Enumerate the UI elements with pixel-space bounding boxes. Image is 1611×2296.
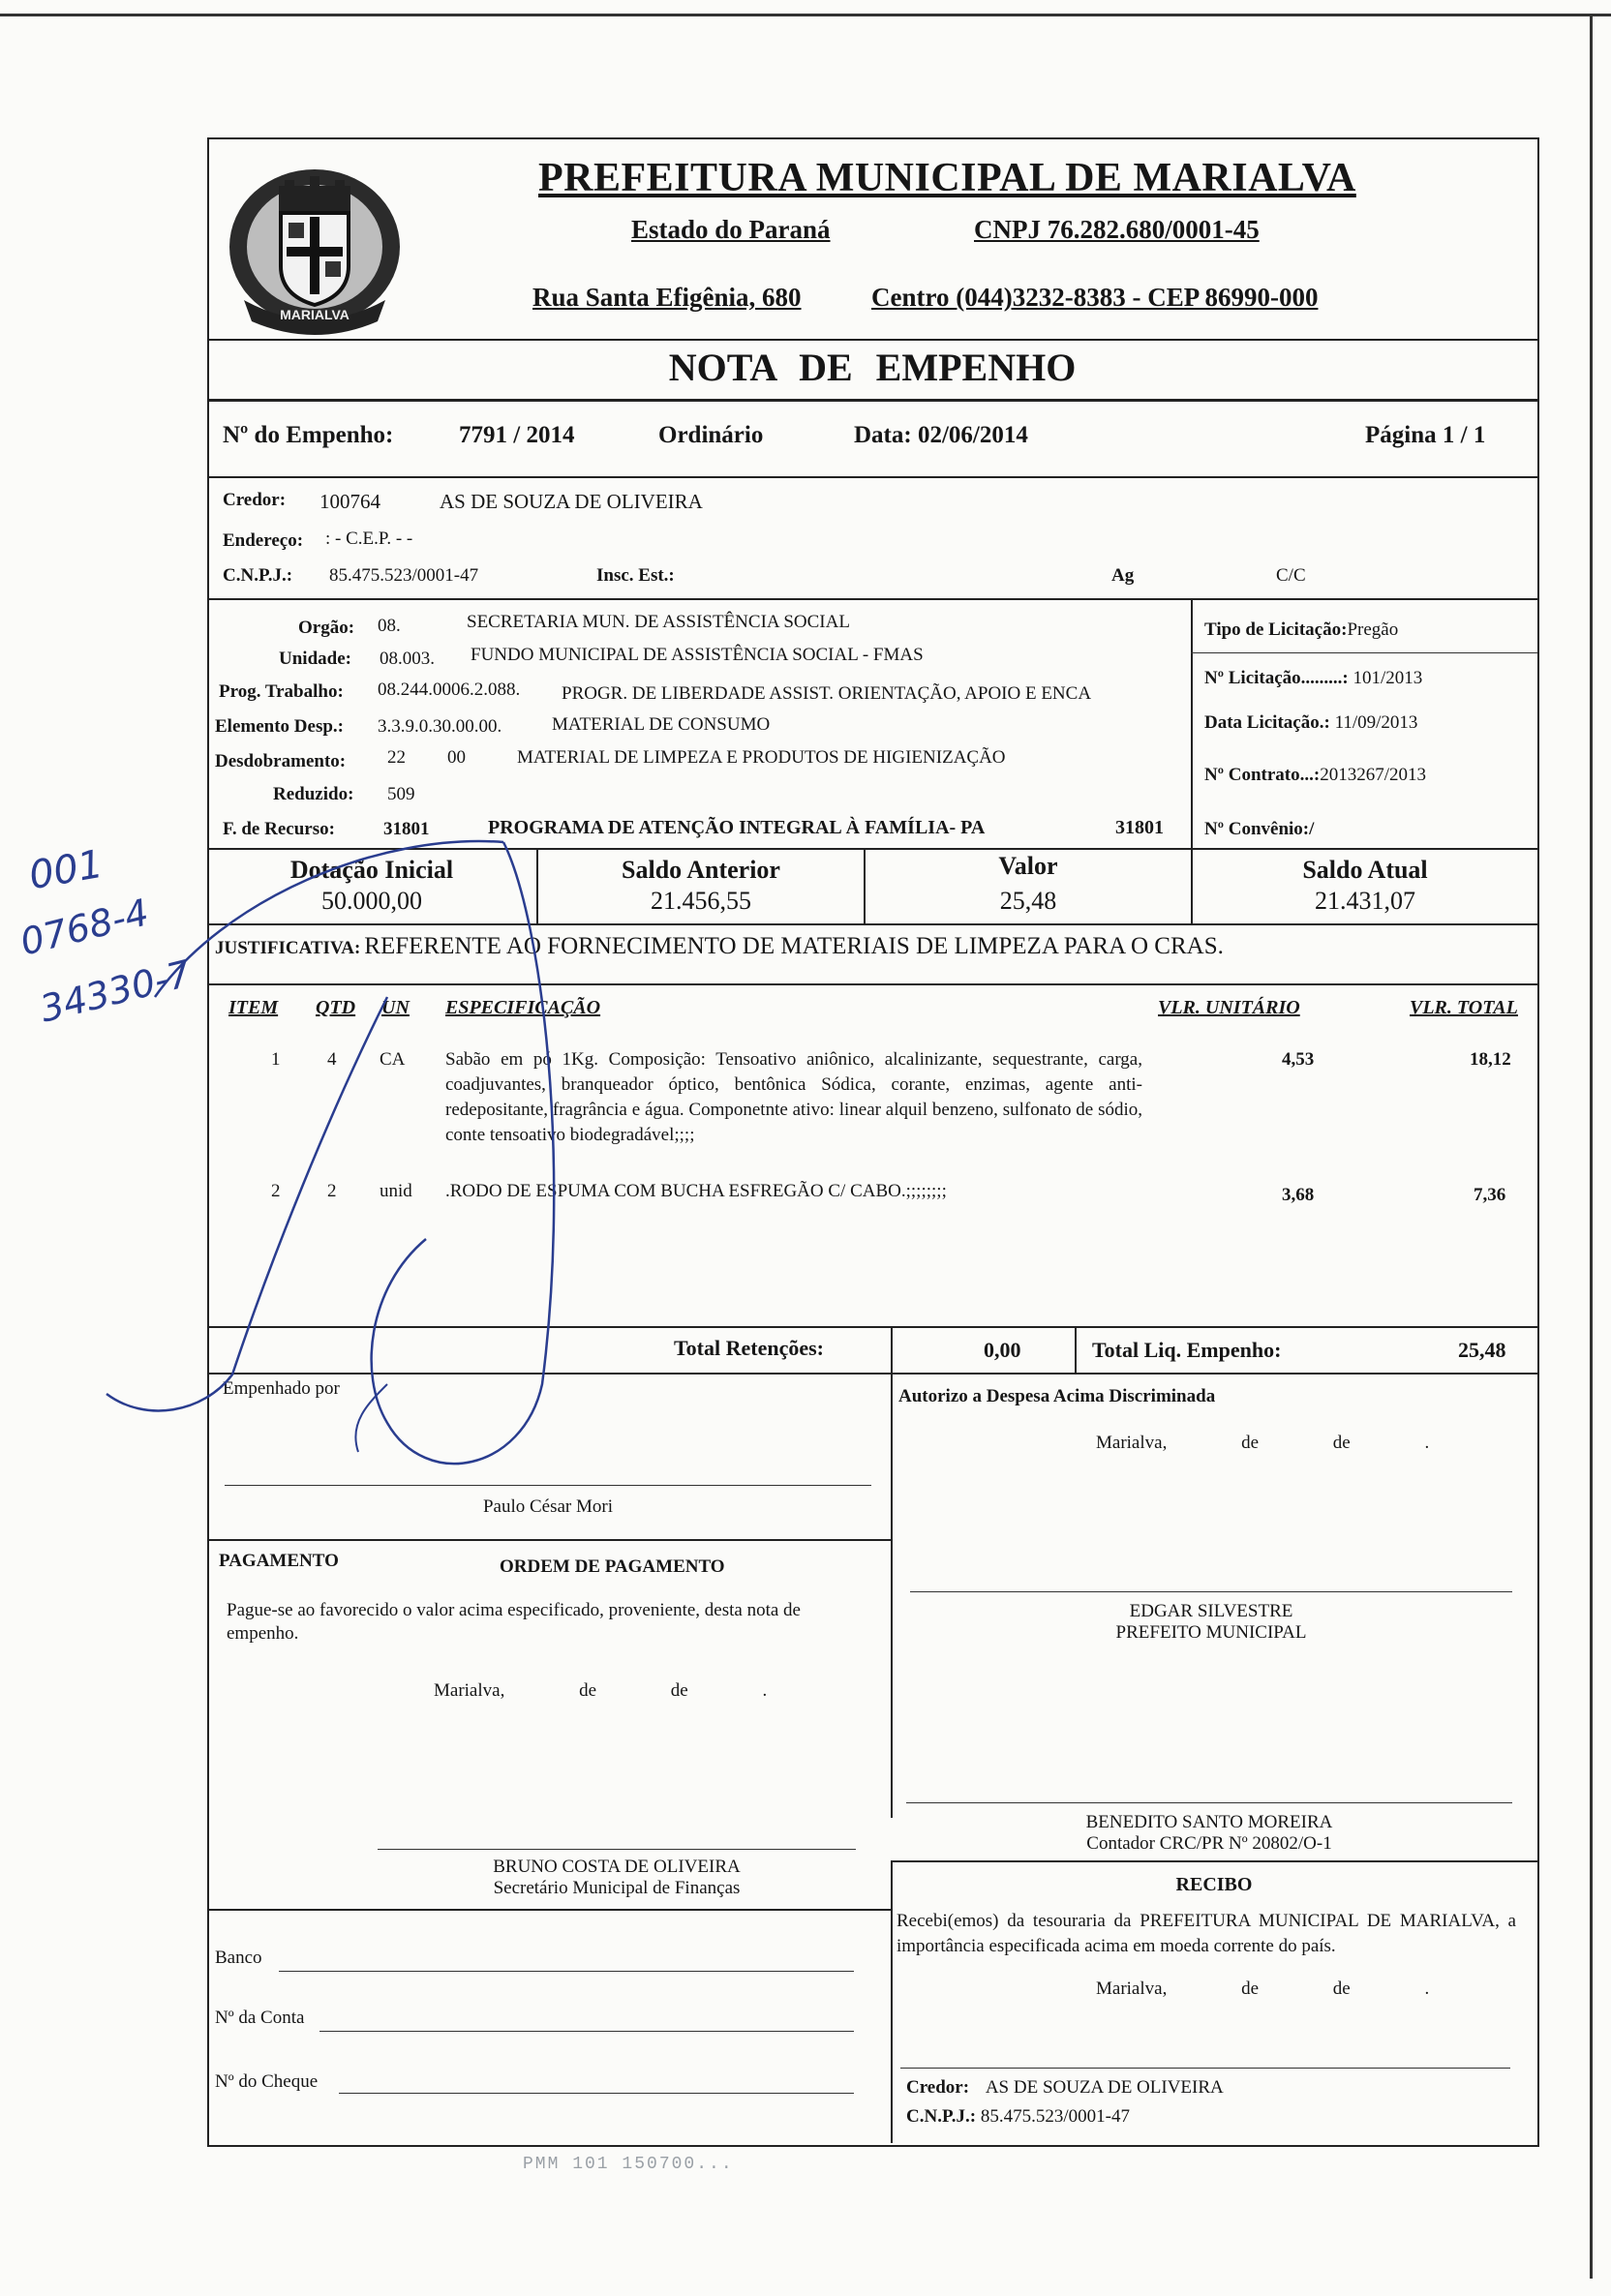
liquido-label: Total Liq. Empenho: [1092, 1338, 1282, 1362]
reduzido-value: 509 [387, 784, 415, 804]
page-title: PREFEITURA MUNICIPAL DE MARIALVA [538, 156, 1356, 200]
recibo-cnpj-label: C.N.P.J.: [906, 2106, 977, 2127]
numero-convenio: Nº Convênio:/ [1204, 819, 1315, 839]
header-address: Rua Santa Efigênia, 680 [532, 283, 802, 312]
items-header-vlr-total: VLR. TOTAL [1410, 997, 1518, 1018]
elemento-code: 3.3.9.0.30.00.00. [378, 716, 502, 737]
cnpj-label: C.N.P.J.: [223, 565, 293, 586]
svg-text:MARIALVA: MARIALVA [280, 307, 350, 322]
numero-licitacao-label: Nº Licitação.........: [1204, 668, 1349, 688]
item-2-vlr-total: 7,36 [1474, 1185, 1506, 1205]
pen-stroke-diagonal [106, 997, 387, 1410]
justificativa-label: JUSTIFICATIVA: [215, 938, 361, 958]
item-2-vlr-unit: 3,68 [1282, 1185, 1315, 1205]
numero-contrato-label: Nº Contrato...: [1204, 765, 1321, 785]
empenho-label: Nº do Empenho: [223, 422, 394, 448]
empenho-number: 7791 / 2014 [459, 422, 575, 448]
justificativa-text: REFERENTE AO FORNECIMENTO DE MATERIAIS DE LIMPEZA PARA O CRAS. [364, 933, 1224, 959]
item-1-especificacao: Sabão em pó 1Kg. Composição: Tensoativo aniônico, alcalinizante, sequestrante, carga, coadjuvantes, branqueador óptico, bentônica Sódica, corante, enzimas, agente anti-redepositante, fragrância e água. Componetnte ativo: linear alquil benzeno, sulfonato de sódio, conte tensoativo biodegradável;;;; [445, 1049, 1142, 1145]
item-2-number: 2 [271, 1181, 281, 1201]
tipo-licitacao-value: Pregão [1347, 619, 1399, 640]
page-number: Página 1 / 1 [1365, 422, 1486, 448]
elemento-name: MATERIAL DE CONSUMO [552, 714, 771, 735]
items-header-item: ITEM [228, 997, 279, 1018]
valor-label: Valor [998, 852, 1058, 880]
retencoes-label: Total Retenções: [674, 1336, 824, 1360]
empenhado-nome: Paulo César Mori [482, 1496, 614, 1517]
unidade-name: FUNDO MUNICIPAL DE ASSISTÊNCIA SOCIAL - FMAS [471, 645, 924, 665]
recibo-credor-label: Credor: [906, 2077, 970, 2098]
recurso-code: 31801 [383, 819, 430, 839]
desdobramento-label: Desdobramento: [215, 751, 347, 771]
state-name: Estado do Paraná [631, 215, 831, 244]
unidade-label: Unidade: [279, 649, 351, 669]
contador-nome: BENEDITO SANTO MOREIRA [1085, 1812, 1333, 1832]
credor-name: AS DE SOUZA DE OLIVEIRA [440, 490, 703, 513]
ordem-pagamento-label: ORDEM DE PAGAMENTO [500, 1556, 725, 1577]
prog-trabalho-label: Prog. Trabalho: [219, 681, 344, 702]
data-licitacao-label: Data Licitação.: [1204, 712, 1330, 733]
saldo-anterior-value: 21.456,55 [651, 887, 751, 915]
cnpj-value: 85.475.523/0001-47 [329, 565, 479, 586]
valor-value: 25,48 [999, 887, 1057, 915]
item-1-number: 1 [271, 1049, 281, 1070]
agencia-label: Ag [1111, 565, 1135, 586]
secretario-nome: BRUNO COSTA DE OLIVEIRA [493, 1857, 741, 1877]
handwritten-note-1: 001 [25, 841, 106, 899]
autorizo-local-data: Marialva, de de . [1096, 1433, 1430, 1453]
orgao-name: SECRETARIA MUN. DE ASSISTÊNCIA SOCIAL [467, 612, 850, 632]
dotacao-label: Dotação Inicial [289, 856, 454, 884]
desdobramento-code-2: 00 [447, 747, 466, 768]
document-type-title: NOTA DE EMPENHO [668, 346, 1077, 389]
autorizo-label: Autorizo a Despesa Acima Discriminada [898, 1386, 1216, 1406]
banco-label: Banco [215, 1948, 262, 1968]
empenhado-por-label: Empenhado por [223, 1378, 340, 1399]
pen-stroke-tail [355, 1384, 387, 1452]
data-licitacao-value: 11/09/2013 [1334, 712, 1418, 733]
tipo-licitacao-label: Tipo de Licitação: [1204, 619, 1348, 640]
recibo-cnpj-value: 85.475.523/0001-47 [980, 2106, 1130, 2127]
item-2-qtd: 2 [327, 1181, 337, 1201]
dotacao-value: 50.000,00 [321, 887, 422, 915]
item-1-qtd: 4 [327, 1049, 337, 1070]
pagamento-label: PAGAMENTO [219, 1551, 339, 1571]
ordem-pagamento-texto: Pague-se ao favorecido o valor acima especificado, proveniente, desta nota de empenho. [227, 1600, 801, 1644]
contador-cargo: Contador CRC/PR Nº 20802/O-1 [1086, 1833, 1332, 1854]
credor-code: 100764 [319, 490, 380, 513]
saldo-atual-label: Saldo Atual [1302, 856, 1428, 884]
item-1-un: CA [380, 1049, 406, 1070]
elemento-label: Elemento Desp.: [215, 716, 344, 737]
unidade-code: 08.003. [380, 649, 435, 669]
recurso-label: F. de Recurso: [223, 819, 335, 839]
desdobramento-code-1: 22 [387, 747, 406, 768]
item-1-vlr-unit: 4,53 [1282, 1049, 1315, 1070]
pen-stroke-upper [155, 841, 503, 997]
bottom-stamp: PMM 101 150700... [523, 2155, 734, 2174]
handwritten-note-2: 0768-4 [15, 891, 153, 964]
recibo-local-data: Marialva, de de . [1096, 1979, 1430, 1999]
prefeito-nome: EDGAR SILVESTRE [1129, 1601, 1293, 1621]
pagamento-local-data: Marialva, de de . [434, 1680, 768, 1701]
pen-stroke-loop [372, 842, 555, 1464]
item-2-un: unid [380, 1181, 412, 1201]
saldo-atual-value: 21.431,07 [1315, 887, 1415, 915]
numero-contrato-value: 2013267/2013 [1320, 765, 1426, 785]
retencoes-value: 0,00 [984, 1338, 1021, 1362]
saldo-anterior-label: Saldo Anterior [622, 856, 780, 884]
empenho-date: Data: 02/06/2014 [854, 422, 1028, 448]
handwritten-note-3: 34330-7 [36, 952, 196, 1031]
empenho-type: Ordinário [658, 422, 764, 448]
items-header-vlr-unit: VLR. UNITÁRIO [1158, 997, 1300, 1018]
item-1-vlr-total: 18,12 [1470, 1049, 1511, 1070]
recurso-name: PROGRAMA DE ATENÇÃO INTEGRAL À FAMÍLIA- PA [488, 817, 986, 838]
desdobramento-name: MATERIAL DE LIMPEZA E PRODUTOS DE HIGIENIZAÇÃO [517, 747, 1006, 768]
prog-trabalho-code: 08.244.0006.2.088. [378, 680, 521, 700]
insc-est-label: Insc. Est.: [596, 565, 675, 586]
items-header-qtd: QTD [316, 997, 356, 1018]
items-header-espec: ESPECIFICAÇÃO [445, 997, 601, 1018]
items-header-un: UN [381, 997, 410, 1018]
endereco-value: : - C.E.P. - - [325, 529, 413, 549]
header-cnpj: CNPJ 76.282.680/0001-45 [974, 215, 1260, 244]
conta-label: Nº da Conta [215, 2008, 305, 2028]
secretario-cargo: Secretário Municipal de Finanças [493, 1878, 741, 1898]
cheque-label: Nº do Cheque [215, 2071, 319, 2092]
recibo-label: RECIBO [1175, 1874, 1253, 1895]
recibo-texto: Recebi(emos) da tesouraria da PREFEITURA MUNICIPAL DE MARIALVA, a importância especificada acima em moeda corrente do país. [897, 1911, 1516, 1956]
credor-label: Credor: [223, 490, 287, 510]
liquido-value: 25,48 [1458, 1338, 1506, 1362]
prog-trabalho-name: PROGR. DE LIBERDADE ASSIST. ORIENTAÇÃO, APOIO E ENCA [562, 683, 1092, 704]
header-contact: Centro (044)3232-8383 - CEP 86990-000 [871, 283, 1319, 312]
recibo-credor-nome: AS DE SOUZA DE OLIVEIRA [985, 2077, 1224, 2098]
prefeito-cargo: PREFEITO MUNICIPAL [1115, 1622, 1307, 1643]
endereco-label: Endereço: [223, 530, 304, 551]
item-2-especificacao: .RODO DE ESPUMA COM BUCHA ESFREGÃO C/ CABO.;;;;;;;; [445, 1181, 947, 1201]
reduzido-label: Reduzido: [273, 784, 354, 804]
recurso-code-2: 31801 [1115, 817, 1164, 838]
orgao-code: 08. [378, 616, 401, 636]
conta-corrente-label: C/C [1276, 565, 1306, 586]
numero-licitacao-value: 101/2013 [1353, 668, 1423, 688]
orgao-label: Orgão: [298, 618, 355, 638]
